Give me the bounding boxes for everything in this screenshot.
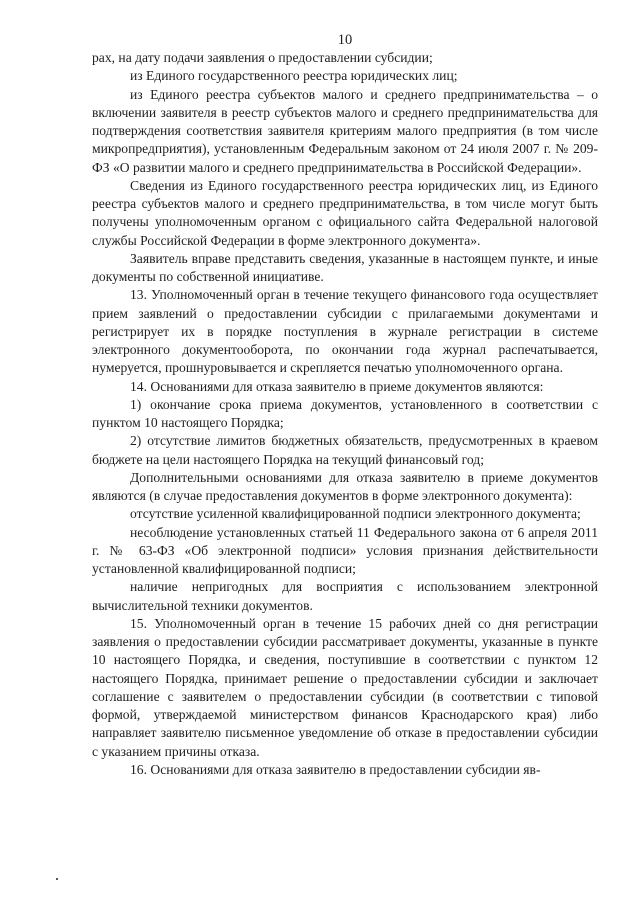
paragraph: Сведения из Единого государственного реестра юридических лиц, из Единого реестра субъектов малого и среднего предпринимательства, в том числе могут быть получены уполномоченным органом с официального сайта Федеральной налоговой службы Российской Федерации в форме электронного документа».	[92, 177, 598, 248]
document-page	[92, 0, 598, 905]
paragraph: наличие непригодных для восприятия с использованием электронной вычислительной техники документов.	[92, 579, 598, 613]
paragraph: Заявитель вправе представить сведения, указанные в настоящем пункте, и иные документы по собственной инициативе.	[92, 250, 598, 284]
paragraph: отсутствие усиленной квалифицированной подписи электронного документа;	[130, 506, 581, 522]
document-body	[92, 49, 598, 779]
paragraph: рах, на дату подачи заявления о предоставлении субсидии;	[92, 50, 433, 65]
paragraph: 13. Уполномоченный орган в течение текущего финансового года осуществляет прием заявлений о предоставлении субсидии с прилагаемыми документами и регистрирует их в порядке поступления в журнале регистрации в системе электронного документооборота, по окончании года журнал распечатывается, нумеруется, прошнуровывается и скрепляется печатью уполномоченного органа.	[92, 287, 598, 376]
paragraph: Дополнительными основаниями для отказа заявителю в приеме документов являются (в случае предоставления документов в форме электронного документа):	[92, 469, 598, 503]
paragraph: 15. Уполномоченный орган в течение 15 рабочих дней со дня регистрации заявления о предоставлении субсидии рассматривает документы, указанные в пункте 10 настоящего Порядка, и сведения, поступившие в соответствии с пунктом 12 настоящего Порядка, принимает решение о предоставлении субсидии и заключает соглашение с заявителем о предоставлении субсидии (в соответствии с типовой формой, утверждаемой министерством финансов Краснодарского края) либо направляет заявителю письменное уведомление об отказе в предоставлении субсидии с указанием причины отказа.	[92, 615, 598, 759]
paragraph: 16. Основаниями для отказа заявителю в предоставлении субсидии яв-	[130, 761, 541, 777]
page-number: 10	[337, 32, 353, 48]
paragraph: несоблюдение установленных статьей 11 Федерального закона от 6 апреля 2011 г. № 63-ФЗ «Об электронной подписи» условия признания действительности установленной квалифицированной подписи;	[92, 524, 598, 576]
paragraph: 2) отсутствие лимитов бюджетных обязательств, предусмотренных в краевом бюджете на цели настоящего Порядка на текущий финансовый год;	[92, 433, 598, 467]
scan-speck	[56, 878, 58, 880]
paragraph: из Единого реестра субъектов малого и среднего предпринимательства – о включении заявителя в реестр субъектов малого и среднего предпринимательства для подтверждения соответствия заявителя критериям малого предприятия (в том числе микропредприятия), установленным Федеральным законом от 24 июля 2007 г. № 209-ФЗ «О развитии малого и среднего предпринимательства в Российской Федерации».	[92, 86, 598, 175]
paragraph: 1) окончание срока приема документов, установленного в соответствии с пунктом 10 настоящего Порядка;	[92, 396, 598, 430]
paragraph: 14. Основаниями для отказа заявителю в приеме документов являются:	[130, 378, 544, 394]
paragraph: из Единого государственного реестра юридических лиц;	[130, 68, 458, 84]
